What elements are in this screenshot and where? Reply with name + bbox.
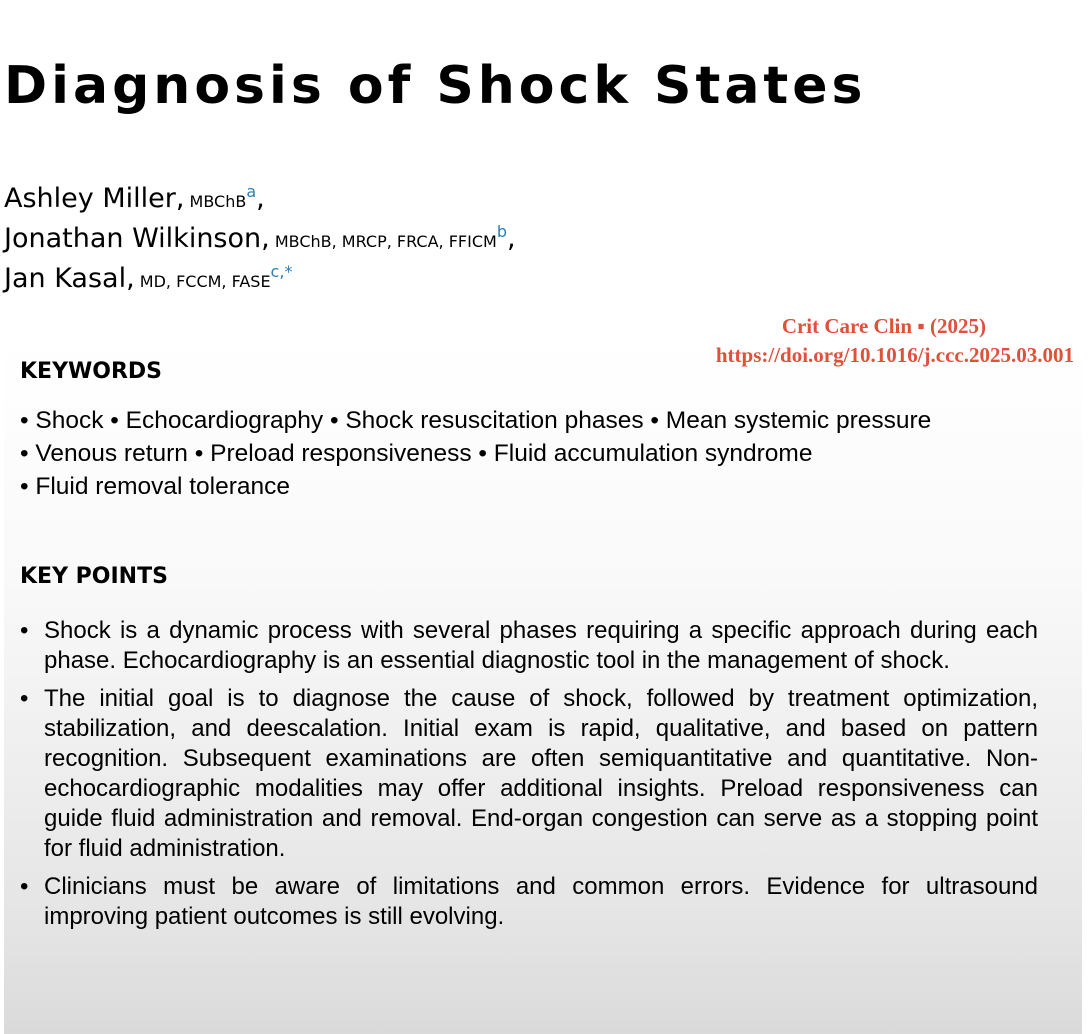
journal-citation: Crit Care Clin ▪ (2025) (781, 314, 986, 338)
keywords-line: • Fluid removal tolerance (20, 473, 291, 500)
author-credentials: MBChB (189, 192, 247, 211)
author-credentials: MBChB, MRCP, FRCA, FFICM (274, 232, 497, 251)
author-name: Jonathan Wilkinson, (4, 223, 270, 254)
author-list (4, 180, 516, 300)
affiliation-link[interactable]: b (496, 222, 507, 241)
keywords-heading: KEYWORDS (20, 359, 163, 384)
affiliation-link[interactable]: c, (270, 262, 285, 281)
keywords-line: • Venous return • Preload responsiveness • Fluid accumulation syndrome (20, 440, 813, 467)
key-points-list (18, 616, 1038, 940)
key-point-item (18, 872, 1038, 932)
author-separator: , (256, 183, 265, 214)
author-name: Ashley Miller, (4, 183, 185, 214)
key-point-text: Shock is a dynamic process with several phases requiring a specific approach during each phase. Echocardiography is an essential diagnostic tool in the management of shock. (44, 617, 1038, 674)
affiliation-link[interactable]: a (246, 182, 257, 201)
author-1 (4, 180, 516, 220)
author-2 (4, 220, 516, 260)
key-point-item (18, 684, 1038, 864)
keywords-list (20, 404, 1070, 503)
keywords-line: • Shock • Echocardiography • Shock resuscitation phases • Mean systemic pressure (20, 407, 932, 434)
doi-link[interactable]: https://doi.org/10.1016/j.ccc.2025.03.001 (715, 343, 1074, 367)
key-point-text: Clinicians must be aware of limitations and common errors. Evidence for ultrasound improving patient outcomes is still evolving. (44, 873, 1038, 930)
citation-stamp (716, 312, 1074, 370)
author-3 (4, 260, 516, 300)
author-separator: , (506, 223, 516, 254)
bullet-icon: • (20, 685, 29, 712)
bullet-icon: • (20, 617, 29, 644)
author-name: Jan Kasal, (4, 263, 135, 294)
article-title: Diagnosis of Shock States (4, 56, 867, 116)
bullet-icon: • (20, 873, 29, 900)
corresponding-author-link[interactable]: * (284, 262, 293, 281)
author-credentials: MD, FCCM, FASE (139, 272, 271, 291)
key-point-text: The initial goal is to diagnose the cause of shock, followed by treatment optimization, stabilization, and deescalation. Initial exam is rapid, qualitative, and based on pattern recognition. Subsequent examinations are often semiquantitative and quantitative. Non-echocardiographic modalities may offer additional insights. Preload responsiveness can guide fluid administration and removal. End-organ congestion can serve as a stopping point for fluid administration. (44, 685, 1038, 862)
key-point-item (18, 616, 1038, 676)
key-points-heading: KEY POINTS (20, 564, 168, 589)
